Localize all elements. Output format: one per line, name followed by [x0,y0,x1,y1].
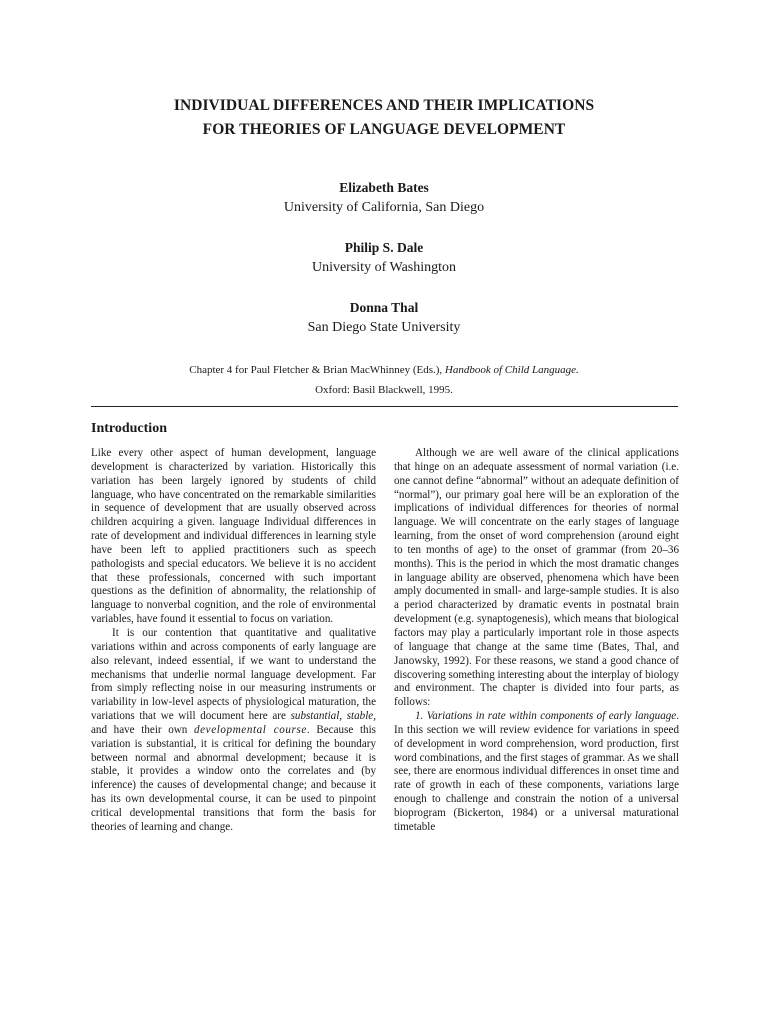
emphasis: 1. Variations in rate within components of early language [415,710,677,723]
text-run: and have their own [91,723,194,736]
author-name: Philip S. Dale [344,240,424,255]
author-name: Donna Thal [349,300,419,315]
chapter-note [0,360,768,400]
paragraph: Like every other aspect of human development, language development is characterized by variation. Historically this variation has been largely ignored by students of child language, who have concentrated on the remarkable similarities in sequence of development that are usually observed across children acquiring a given. language Individual differences in rate of development and individual differences in learning style have been left to applied practitioners such as speech pathologists and special educators. We believe it is no accident that these professionals, concerned with such important questions as the definition of abnormality, the relationship of language to nonverbal cognition, and the role of environmental variables, have found it essential to focus on variation. [91,447,376,626]
paper-title [0,94,768,142]
chapter-publisher: Oxford: Basil Blackwell, 1995. [315,384,453,396]
author-affiliation: University of California, San Diego [283,200,485,215]
text-run: It is our contention that quantitative and qualitative variations within and across components of early language are also relevant, indeed essential, if we want to understand the mechanisms that underlie normal language development. Far from simply reflecting noise in our measuring instruments or variability in low-level aspects of physiological maturation, the variations that we will document here are [91,626,376,723]
book-title: Handbook of Child Language. [444,364,579,376]
title-line-1: INDIVIDUAL DIFFERENCES AND THEIR IMPLICATIONS [173,97,595,114]
section-heading: Introduction [91,421,167,436]
text-run: . In this section we will review evidence for variations in speed of development in word comprehension, word production, first word combinations, and the first stages of grammar. As we shall see, there are enormous individual differences in onset time and rate of growth in each of these components, variations large enough to challenge and constrain the notion of a universal bioprogram (Bickerton, 1984) or a universal maturational timetable [394,710,679,833]
emphasis: substantial, stable, [290,710,376,723]
author-2 [0,238,768,278]
text-run: . Because this variation is substantial, it is critical for defining the boundary between normal and abnormal development; because it is stable, it provides a window onto the correlates and (by inference) the causes of developmental change; and because it has its own developmental course, it can be used to pinpoint critical developmental transitions that form the basis for theories of learning and change. [91,723,376,833]
chapter-citation [0,360,768,380]
emphasis: developmental course [194,723,307,736]
right-column [394,447,679,835]
author-affiliation: San Diego State University [307,320,461,335]
title-line-2: FOR THEORIES OF LANGUAGE DEVELOPMENT [202,121,566,138]
chapter-citation-prefix: Chapter 4 for Paul Fletcher & Brian MacWhinney (Eds.), [189,364,445,376]
author-affiliation: University of Washington [311,260,457,275]
author-1 [0,178,768,218]
left-column [91,447,376,835]
author-name: Elizabeth Bates [339,180,429,195]
paragraph [91,627,376,835]
paragraph: Although we are well aware of the clinical applications that hinge on an adequate assessment of normal variation (i.e. one cannot define “abnormal” without an adequate definition of “normal”), our primary goal here will be an exploration of the implications of individual differences for theories of normal language. We will concentrate on the early stages of language learning, from the onset of word comprehension (around eight to ten months of age) to the onset of grammar (from 20–36 months). This is the period in which the most dramatic changes in language ability are observed, phenomena which have been amply documented in small- and large-sample studies. It is also a period characterized by dramatic events in postnatal brain development (e.g. synaptogenesis), which means that biological factors may play a particularly important role in those aspects of language that change at the same time (Bates, Thal, and Janowsky, 1992). For these reasons, we stand a good chance of discovering something interesting about the interplay of biology and environment. The chapter is divided into four parts, as follows: [394,447,679,709]
divider-rule [91,406,678,407]
author-3 [0,298,768,338]
paragraph [394,710,679,835]
